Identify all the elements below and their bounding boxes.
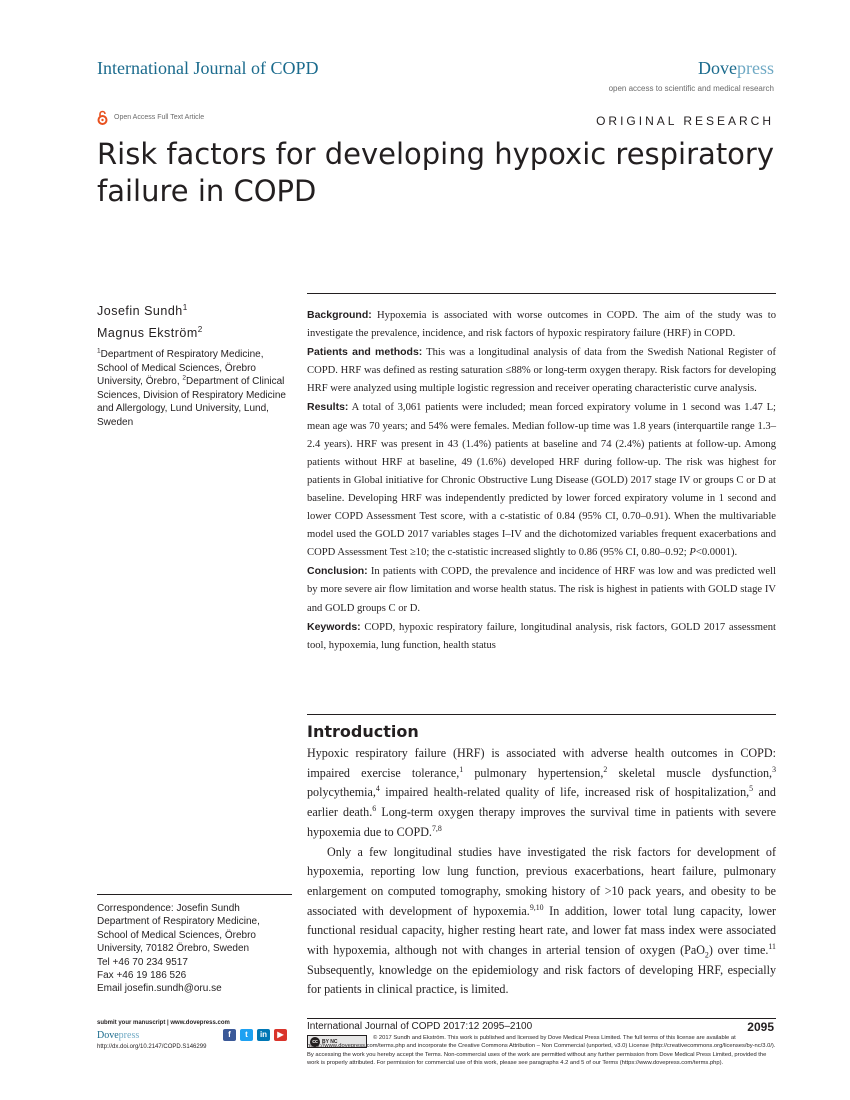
citation-ref[interactable]: 9,10 bbox=[529, 902, 544, 912]
author-name[interactable]: Magnus Ekström$^2$ bbox=[97, 324, 203, 340]
author-list bbox=[97, 300, 292, 344]
correspondence-line: Tel +46 70 234 9517 bbox=[97, 956, 188, 968]
open-access-label: Open Access Full Text Article bbox=[114, 114, 205, 121]
submit-manuscript-link[interactable]: submit your manuscript | www.dovepress.com bbox=[97, 1020, 230, 1026]
facebook-icon[interactable]: f bbox=[223, 1029, 236, 1041]
footer-publisher-block bbox=[97, 1020, 287, 1050]
citation-ref[interactable]: 6 bbox=[372, 804, 377, 814]
abstract-background: Background: Hypoxemia is associated with worse outcomes in COPD. The aim of the study was to investigate the prevalence, incidence, and risk factors of hypoxic respiratory failure (HRF) in COPD. bbox=[307, 309, 776, 340]
correspondence-line: Fax +46 19 186 526 bbox=[97, 970, 187, 982]
abstract-label: Conclusion: bbox=[307, 565, 368, 578]
doi-link[interactable]: http://dx.doi.org/10.2147/COPD.S146299 bbox=[97, 1044, 207, 1050]
article-type: ORIGINAL RESEARCH bbox=[596, 114, 774, 128]
correspondence-line: University, 70182 Örebro, Sweden bbox=[97, 943, 250, 955]
twitter-icon[interactable]: t bbox=[240, 1029, 253, 1041]
license-text: © 2017 Sundh and Ekström. This work is published and licensed by Dove Medical Press Limited. The full terms of this license are available at https://www.dovepress.com/terms.php and incorporate the Creative Commons Attribution – Non Commercial (unported, v3.0) License (http://creativecommons.org/licenses/by-nc/3.0/). By accessing the work you hereby accept the Terms. Non-commercial uses of the work are permitted without any further permission from Dove Medical Press Limited, provided the work is properly attributed. For permission for commercial use of this work, please see paragraphs 4.2 and 5 of our Terms (https://www.dovepress.com/terms.php). bbox=[307, 1035, 776, 1066]
introduction-body bbox=[307, 744, 776, 1000]
citation-ref[interactable]: 7,8 bbox=[431, 823, 442, 833]
abstract-results: Results: A total of 3,061 patients were included; mean forced expiratory volume in 1 second was 1.47 L; mean age was 70 years; and 54% were females. Median follow-up time was 1.8 years (interquartile range 1.3–2.4 years). HRF was present in 43 (1.4%) patients at baseline and 74 (2.4%) patients at follow-up. Among patients without HRF at baseline, 49 (1.6%) developed HRF during follow-up. The risk was highest for patients in Global initiative for Chronic Obstructive Lung Disease (GOLD) 2017 stage IV or groups C or D at baseline. Developing HRF was independently predicted by lower forced expiratory volume in 1 second and lower COPD Assessment Test score, with a c-statistic of 0.84 (95% CI, 0.70–0.91). When the multivariable model used the GOLD 2017 variables stages I–IV and the dichotomized variables frequent exacerbations and COPD Assessment Test ≥10; the c-statistic increased slightly to 0.86 (95% CI, 0.80–0.92; P<0.0001). bbox=[307, 401, 776, 559]
creative-commons-icon: cc bbox=[310, 1037, 320, 1047]
open-access-icon bbox=[97, 110, 108, 125]
footer-rule bbox=[307, 1018, 776, 1019]
citation-ref[interactable]: 1 bbox=[459, 764, 464, 774]
footer-citation: International Journal of COPD 2017:12 2095–2100 bbox=[307, 1021, 533, 1032]
license-type-label: BY NC bbox=[322, 1038, 338, 1045]
publisher-tagline: open access to scientific and medical research bbox=[608, 84, 774, 93]
citation-ref[interactable]: 11 bbox=[768, 942, 776, 951]
citation-ref[interactable]: 4 bbox=[375, 784, 380, 794]
journal-name[interactable]: International Journal of COPD bbox=[97, 58, 319, 78]
citation-ref[interactable]: 5 bbox=[749, 784, 754, 794]
dovepress-logo[interactable] bbox=[698, 58, 774, 79]
abstract-bottom-rule bbox=[307, 714, 776, 715]
article-title: Risk factors for developing hypoxic respiratory failure in COPD bbox=[97, 137, 775, 208]
affiliations: $^1$Department of Respiratory Medicine, School of Medical Sciences, Örebro University, Örebro, $^2$Department of Clinical Sciences, Division of Respiratory Medicine and Allergology, Lund University, Lund, Sweden bbox=[97, 347, 286, 428]
abstract-keywords: Keywords: COPD, hypoxic respiratory failure, longitudinal analysis, risk factors, GOLD 2017 assessment tool, hypoxemia, lung function, health status bbox=[307, 620, 776, 651]
correspondence-line: School of Medical Sciences, Örebro bbox=[97, 929, 256, 941]
correspondence-line: Correspondence: Josefin Sundh bbox=[97, 903, 240, 914]
correspondence-divider bbox=[97, 894, 292, 895]
author-name[interactable]: Josefin Sundh$^1$ bbox=[97, 302, 188, 318]
page-number: 2095 bbox=[747, 1020, 774, 1034]
open-access-badge[interactable] bbox=[97, 110, 204, 125]
affiliation-2: Department of Clinical Sciences, Division of Respiratory Medicine and Allergology, Lund University, Lund, Sweden bbox=[97, 376, 286, 428]
youtube-icon[interactable]: ▶ bbox=[274, 1029, 287, 1041]
correspondence-line: Department of Respiratory Medicine, bbox=[97, 916, 260, 928]
abstract-conclusion: Conclusion: In patients with COPD, the prevalence and incidence of HRF was low and was predicted well by more severe air flow limitation and worse health status. The risk is highest in patients with GOLD stage IV and GOLD groups C or D. bbox=[307, 565, 776, 614]
citation-ref[interactable]: 3 bbox=[772, 764, 776, 774]
correspondence-email[interactable]: Email josefin.sundh@oru.se bbox=[97, 983, 222, 995]
footer-dovepress-logo[interactable]: Dovepress bbox=[97, 1029, 140, 1041]
introduction-paragraph: Only a few longitudinal studies have investigated the risk factors for development of hypoxemia, reporting low lung function, previous exacerbations, heart failure, pulmonary enlargement on computed tomography, smoking history of >10 pack years, and obesity to be associated with development of hypoxemia.$^{9,10}$ In addition, lower total lung capacity, lower functional residual capacity, higher resting heart rate, and lower fat mass index were associated with hypoxemia, although not with changes in arterial tension of oxygen (PaO$_2$) over time.$^{11}$ Subsequently, knowledge on the epidemiology and risk factors of developing HRF, especially for patients in clinical practice, is limited. bbox=[307, 844, 776, 997]
abstract-label: Background: bbox=[307, 309, 372, 321]
affiliation-1: Department of Respiratory Medicine, School of Medical Sciences, Örebro University, Örebro, bbox=[97, 349, 264, 387]
subscript: 2 bbox=[704, 950, 709, 960]
abstract-top-rule bbox=[307, 293, 776, 294]
abstract-methods: Patients and methods: This was a longitudinal analysis of data from the Swedish National Register of COPD. HRF was defined as resting saturation ≤88% or long-term oxygen therapy. Risk factors for developing HRF were analyzed using multiple logistic regression and receiver operating characteristic curve analysis. bbox=[307, 346, 776, 395]
dovepress-logo-light: press bbox=[737, 58, 774, 78]
abstract-label: Keywords: bbox=[307, 620, 361, 633]
correspondence-block bbox=[97, 902, 292, 996]
abstract-label: Patients and methods: bbox=[307, 346, 423, 359]
section-heading-introduction: Introduction bbox=[307, 722, 419, 741]
abstract-label: Results: bbox=[307, 401, 349, 414]
abstract bbox=[307, 306, 776, 655]
dovepress-logo-dark: Dove bbox=[698, 58, 737, 78]
social-icons bbox=[223, 1029, 287, 1041]
introduction-paragraph: Hypoxic respiratory failure (HRF) is associated with adverse health outcomes in COPD: impaired exercise tolerance,$^1$ pulmonary hypertension,$^2$ skeletal muscle dysfunction,$^3$ polycythemia,$^4$ impaired health-related quality of life, increased risk of hospitalization,$^5$ and earlier death.$^6$ Long-term oxygen therapy improves the survival time in patients with severe hypoxemia due to COPD.$^{7,8}$ bbox=[307, 746, 776, 839]
linkedin-icon[interactable]: in bbox=[257, 1029, 270, 1041]
citation-ref[interactable]: 2 bbox=[603, 764, 608, 774]
